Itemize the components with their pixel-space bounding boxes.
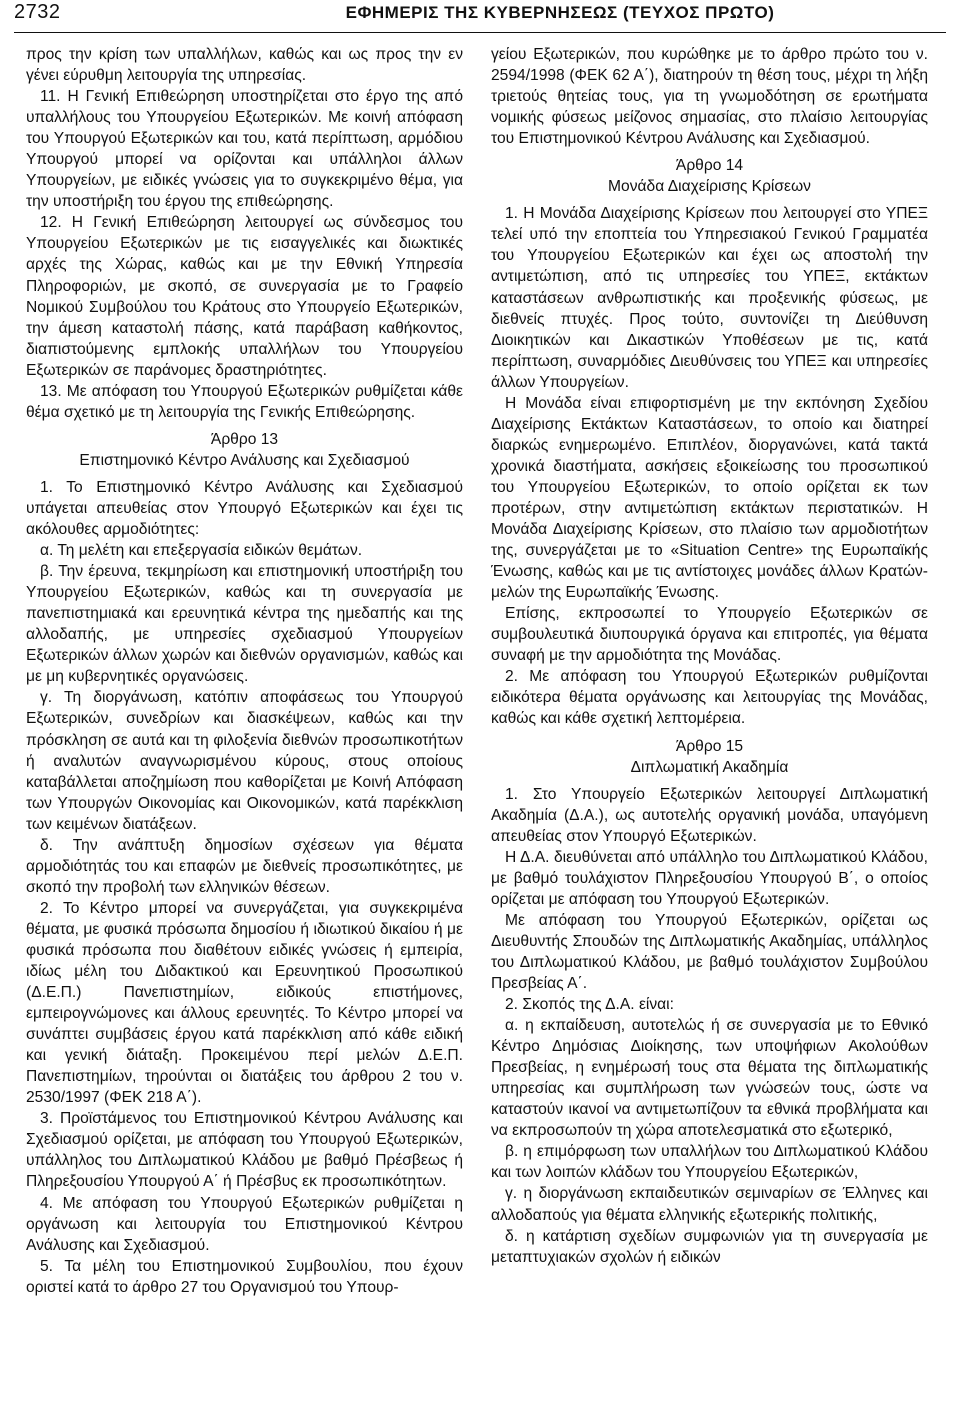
article-13-heading: Άρθρο 13 bbox=[210, 430, 279, 448]
page-header bbox=[14, 0, 946, 30]
right-column bbox=[491, 44, 928, 1420]
left-column bbox=[26, 44, 463, 1420]
paragraph: δ. η κατάρτιση σχεδίων συμφωνιών για τη συνεργασία με μεταπτυχιακών σχολών ή ειδικών bbox=[491, 1227, 928, 1266]
paragraph: 13. Με απόφαση του Υπουργού Εξωτερικών ρυθμίζεται κάθε θέμα σχετικό με τη λειτουργία της Γενικής Επιθεώρησης. bbox=[26, 382, 463, 421]
paragraph: γείου Εξωτερικών, που κυρώθηκε με το άρθρο πρώτο του ν. 2594/1998 (ΦΕΚ 62 Α΄), διατηρούν τη θέση τους, μέχρι τη λήξη τριετούς θητείας τους, για τη γνωμοδότηση σε ερωτήματα νομικής φύσεως μείζονος σημασίας, στο πλαίσιο λειτουργίας του Επιστημονικού Κέντρου Ανάλυσης και Σχεδιασμού. bbox=[491, 46, 928, 148]
paragraph: Με απόφαση του Υπουργού Εξωτερικών, ορίζεται ως Διευθυντής Σπουδών της Διπλωματικής Ακαδημίας, υπάλληλος του Διπλωματικού Κλάδου, με βαθμό τουλάχιστον Συμβούλου Πρεσβείας Α΄. bbox=[491, 911, 928, 993]
running-title: ΕΦΗΜΕΡΙΣ ΤΗΣ ΚΥΒΕΡΝΗΣΕΩΣ (ΤΕΥΧΟΣ ΠΡΩΤΟ) bbox=[345, 3, 775, 22]
paragraph: δ. Την ανάπτυξη δημοσίων σχέσεων για θέματα αρμοδιότητάς του και επαφών με διεθνείς προσωπικότητες, με σκοπό την προβολή των ελληνικών θέσεων. bbox=[26, 836, 463, 896]
paragraph: 2. Με απόφαση του Υπουργού Εξωτερικών ρυθμίζονται ειδικότερα θέματα οργάνωσης και λειτουργίας της Μονάδας, καθώς και κάθε σχετική λεπτομέρεια. bbox=[491, 668, 928, 728]
paragraph: Η Μονάδα είναι επιφορτισμένη με την εκπόνηση Σχεδίου Διαχείρισης Εκτάκτων Καταστάσεων, το οποίο και διατηρεί διαρκώς ενημερωμένο. Επιπλέον, διοργανώνει, κατά τακτά χρονικά διαστήματα, ασκήσεις εξοικείωσης του προσωπικού του Υπουργείου Εξωτερικών, το οποίο ορίζεται εκ των προτέρων, στην αντιμετώπιση εκτάκτων περιστατικών. Η Μονάδα Διαχείρισης Κρίσεων, στο πλαίσιο των αρμοδιοτήτων της, συνεργάζεται με το «Situation Centre» της Ευρωπαϊκής Ένωσης, καθώς και με τις αντίστοιχες μονάδες άλλων Κρατών-μελών της Ευρωπαϊκής Ένωσης. bbox=[491, 394, 928, 602]
article-14-title: Μονάδα Διαχείρισης Κρίσεων bbox=[608, 178, 811, 196]
paragraph: 12. Η Γενική Επιθεώρηση λειτουργεί ως σύνδεσμος του Υπουργείου Εξωτερικών με τις εισαγγελικές και διωκτικές αρχές της Χώρας, καθώς και με την Εθνική Υπηρεσία Πληροφοριών, με σκοπό, σε συνεργασία με το Γραφείο Νομικού Συμβούλου του Κράτους στο Υπουργείο Εξωτερικών, την άμεση καταστολή πάσης, κατά παράβαση καθήκοντος, διαπιστούμενης εμπλοκής υπαλλήλων του Υπουργείου Εξωτερικών σε παράνομες δραστηριότητες. bbox=[26, 214, 463, 379]
paragraph: α. Τη μελέτη και επεξεργασία ειδικών θεμάτων. bbox=[40, 542, 363, 560]
paragraph: γ. Τη διοργάνωση, κατόπιν αποφάσεως του Υπουργού Εξωτερικών, συνεδρίων και διασκέψεων, καθώς και την πρόσκληση σε αυτά και τη φιλοξενία διεθνών προσωπικοτήτων ή αναλυτών αναγνωρισμένου κύρους, στους οποίους καταβάλλεται αποζημίωση που καθορίζεται με Κοινή Απόφαση των Υπουργών Οικονομίας και Οικονομικών, κατά παρέκκλιση των κειμένων διατάξεων. bbox=[26, 689, 463, 833]
paragraph: 5. Τα μέλη του Επιστημονικού Συμβουλίου, που έχουν οριστεί κατά το άρθρο 27 του Οργανισμού του Υπουρ- bbox=[26, 1257, 463, 1296]
article-15-title: Διπλωματική Ακαδημία bbox=[630, 758, 789, 776]
paragraph: α. η εκπαίδευση, αυτοτελώς ή σε συνεργασία με το Εθνικό Κέντρο Δημόσιας Διοίκησης, των υποψήφιων Ακολούθων Πρεσβείας, η ενημέρωσή τους στα θέματα της διπλωματικής υπηρεσίας και συμπλήρωση των γνώσεών τους, ώστε να καταστούν ικανοί να αντιμετωπίζουν τα εθνικά προβλήματα και να εκπροσωπούν τη χώρα αποτελεσματικά στο εξωτερικό, bbox=[491, 1017, 928, 1140]
article-14-heading: Άρθρο 14 bbox=[675, 157, 744, 175]
article-15-heading: Άρθρο 15 bbox=[675, 737, 744, 755]
paragraph: 2. Το Κέντρο μπορεί να συνεργάζεται, για συγκεκριμένα θέματα, με φυσικά πρόσωπα δημοσίου ή ιδιωτικού δικαίου ή με φυσικά πρόσωπα που διαθέτουν ειδικές γνώσεις ή εμπειρία, ιδίως μέλη του Διδακτικού και Ερευνητικού Προσωπικού (Δ.Ε.Π.) Πανεπιστημίων, ειδικούς επιστήμονες, εμπειρογνώμονες και άλλους ερευνητές. Το Κέντρο μπορεί να συνάπτει συμβάσεις έργου κατά παρέκκλιση από κάθε ειδική και γενική διάταξη. Προκειμένου περί μελών Δ.Ε.Π. Πανεπιστημίων, τηρούνται οι διατάξεις του άρθρου 2 του ν. 2530/1997 (ΦΕΚ 218 Α΄). bbox=[26, 899, 463, 1107]
paragraph: 2. Σκοπός της Δ.Α. είναι: bbox=[505, 996, 674, 1014]
paragraph: 1. Το Επιστημονικό Κέντρο Ανάλυσης και Σχεδιασμού υπάγεται απευθείας στον Υπουργό Εξωτερικών και έχει τις ακόλουθες αρμοδιότητες: bbox=[26, 478, 463, 539]
paragraph: γ. η διοργάνωση εκπαιδευτικών σεμιναρίων σε Έλληνες και αλλοδαπούς για θέματα ελληνικής εξωτερικής πολιτικής, bbox=[491, 1185, 928, 1224]
header-rule bbox=[14, 32, 946, 33]
paragraph: 3. Προϊστάμενος του Επιστημονικού Κέντρου Ανάλυσης και Σχεδιασμού ορίζεται, με απόφαση του Υπουργού Εξωτερικών, υπάλληλος του Διπλωματικού Κλάδου με βαθμό Πρέσβεως ή Πληρεξουσίου Υπουργού Α΄ ή Πρέσβυς εκ προσωπικότητων. bbox=[26, 1110, 463, 1191]
page-number: 2732 bbox=[14, 1, 61, 23]
paragraph: β. Την έρευνα, τεκμηρίωση και επιστημονική υποστήριξη του Υπουργείου Εξωτερικών, καθώς και τη συνεργασία με πανεπιστημιακά και ερευνητικά κέντρα της ημεδαπής και της αλλοδαπής, με υπηρεσίες σχεδιασμού Υπουργείων Εξωτερικών άλλων χωρών και διεθνών οργανισμών, καθώς και με μη κυβερνητικές οργανώσεις. bbox=[26, 563, 463, 686]
paragraph: Η Δ.Α. διευθύνεται από υπάλληλο του Διπλωματικού Κλάδου, με βαθμό τουλάχιστον Πληρεξουσίου Υπουργού Β΄, ο οποίος ορίζεται με απόφαση του Υπουργού Εξωτερικών. bbox=[491, 848, 928, 908]
paragraph: 1. Η Μονάδα Διαχείρισης Κρίσεων που λειτουργεί στο ΥΠΕΞ τελεί υπό την εποπτεία του Υπηρεσιακού Γενικού Γραμματέα του Υπουργείου Εξωτερικών και έχει ως αποστολή την αντιμετώπιση, από τις υπηρεσίες του ΥΠΕΞ, εκτάκτων καταστάσεων ανθρωπιστικής και προξενικής φύσεως, με διεθνείς πτυχές. Προς τούτο, συντονίζει τη Διεύθυνση Διοικητικών και Δικαστικών Υποθέσεων με τις, κατά περίπτωση, συναρμόδιες Διευθύνσεις του ΥΠΕΞ και υπηρεσίες άλλων Υπουργείων. bbox=[491, 205, 928, 391]
paragraph: Επίσης, εκπροσωπεί το Υπουργείο Εξωτερικών σε συμβουλευτικά διυπουργικά όργανα και επιτροπές, για θέματα συναφή με την αρμοδιότητα της Μονάδας. bbox=[491, 605, 928, 665]
paragraph: 11. Η Γενική Επιθεώρηση υποστηρίζεται στο έργο της από υπαλλήλους του Υπουργείου Εξωτερικών. Με κοινή απόφαση του Υπουργού Εξωτερικών και του, κατά περίπτωση, αρμόδιου Υπουργού μπορεί να ορίζονται και υπάλληλοι άλλων Υπουργείων, με ειδικές γνώσεις για το συγκεκριμένο θέμα, για την υποστήριξη του έργου της επιθεώρησης. bbox=[26, 88, 463, 211]
paragraph: προς την κρίση των υπαλλήλων, καθώς και ως προς την εν γένει εύρυθμη λειτουργία της υπηρεσίας. bbox=[26, 46, 463, 85]
article-13-title: Επιστημονικό Κέντρο Ανάλυσης και Σχεδιασμού bbox=[79, 451, 410, 469]
paragraph: 1. Στο Υπουργείο Εξωτερικών λειτουργεί Διπλωματική Ακαδημία (Δ.Α.), ως αυτοτελής οργανική μονάδα, υπαγόμενη απευθείας στον Υπουργό Εξωτερικών. bbox=[491, 785, 928, 845]
paragraph: β. η επιμόρφωση των υπαλλήλων του Διπλωματικού Κλάδου και των λοιπών κλάδων του Υπουργείου Εξωτερικών, bbox=[491, 1143, 928, 1182]
paragraph: 4. Με απόφαση του Υπουργού Εξωτερικών ρυθμίζεται η οργάνωση και λειτουργία του Επιστημονικού Κέντρου Ανάλυσης και Σχεδιασμού. bbox=[26, 1194, 463, 1254]
